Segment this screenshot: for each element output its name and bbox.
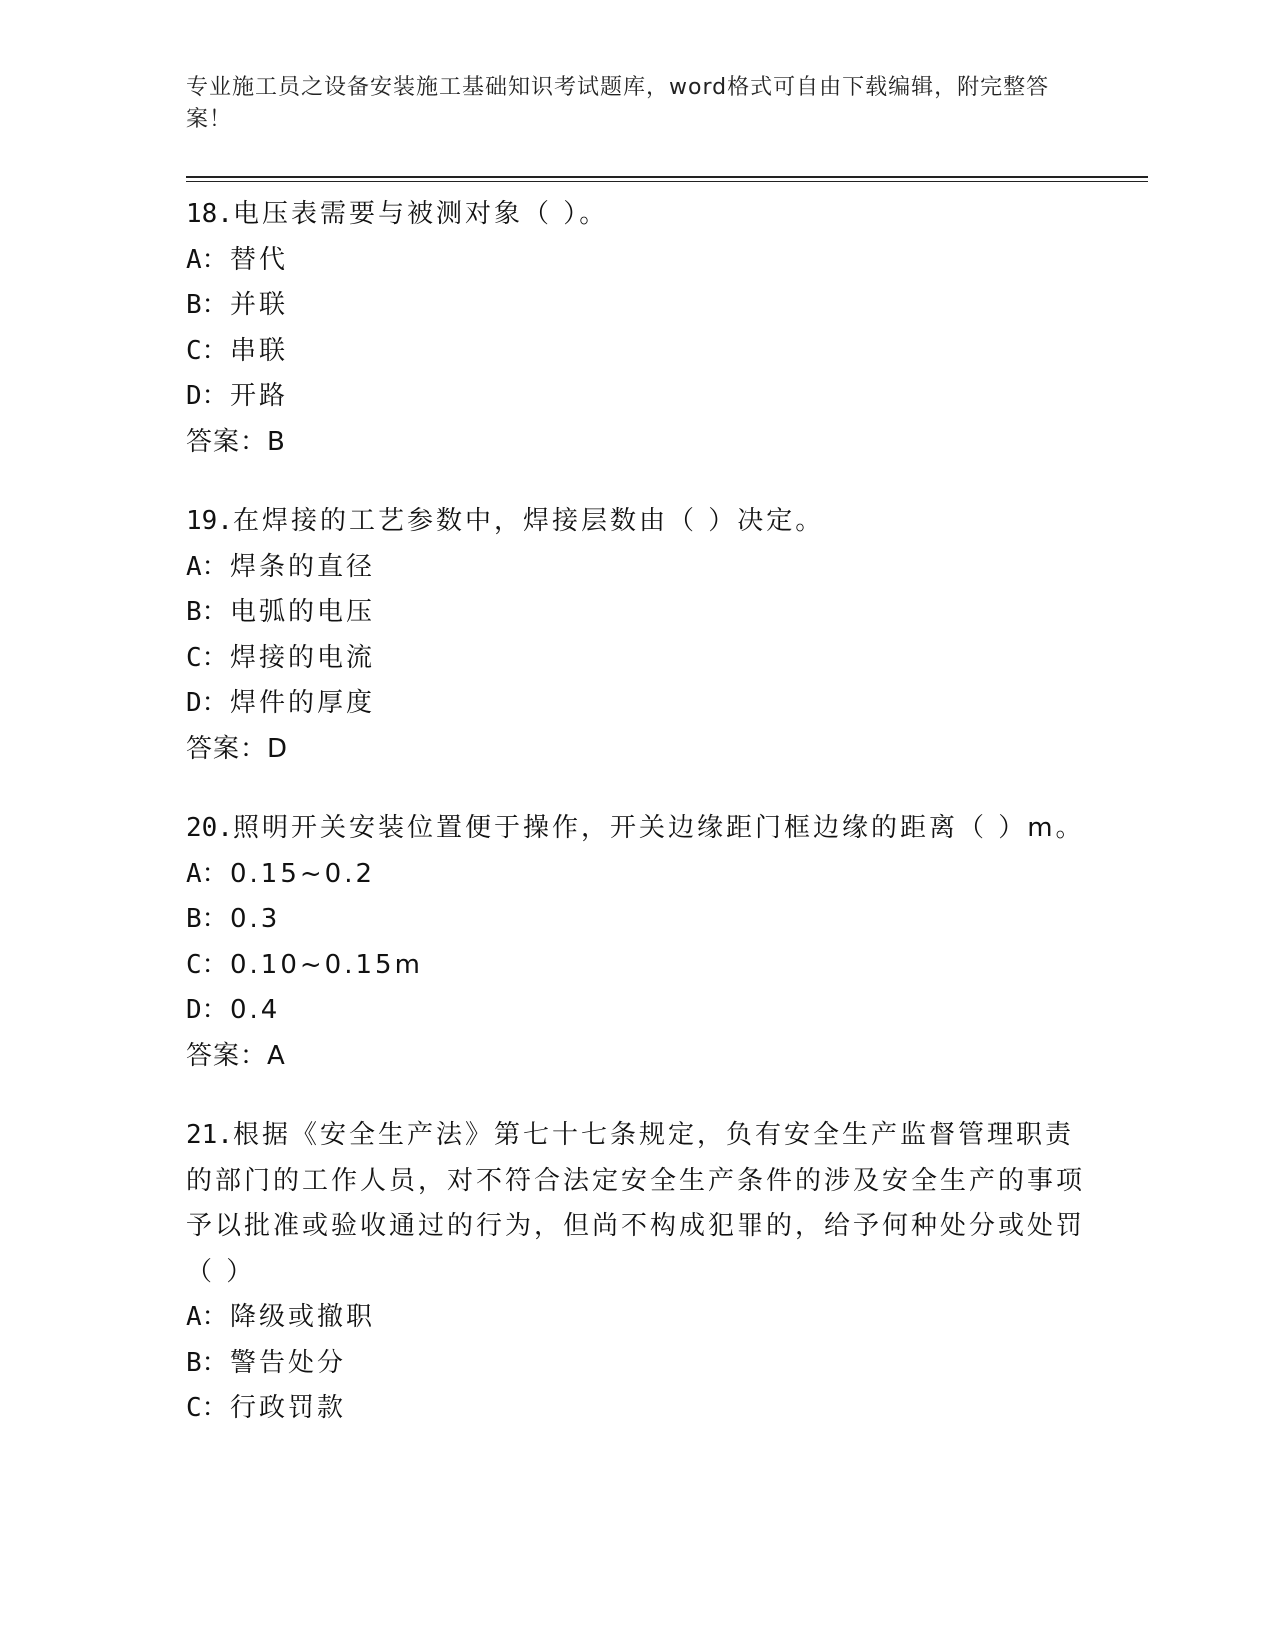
option-letter: B：: [186, 290, 228, 320]
question-stem: 电压表需要与被测对象（ ）。: [232, 199, 609, 229]
option-text: 焊件的厚度: [230, 688, 376, 718]
option-letter: C：: [186, 949, 228, 980]
option-letter: C：: [186, 1393, 228, 1423]
option-text: 开路: [230, 381, 289, 411]
option-letter: C：: [186, 335, 228, 366]
question-stem: 在焊接的工艺参数中，焊接层数由（ ）决定。: [232, 506, 825, 536]
option-letter: D：: [186, 995, 228, 1025]
question-list: [186, 192, 1086, 1466]
option-text: 行政罚款: [230, 1393, 347, 1423]
option-letter: B：: [186, 597, 228, 627]
option-c: [186, 329, 1086, 375]
option-a: [186, 852, 1086, 898]
option-letter: A：: [186, 1302, 228, 1332]
question-text: [186, 499, 1086, 545]
option-letter: A：: [186, 551, 228, 582]
option-c: [186, 636, 1086, 682]
option-b: [186, 283, 1086, 329]
question-number: 18.: [186, 199, 233, 229]
question-text: [186, 192, 1086, 238]
option-a: [186, 238, 1086, 284]
answer-line: 答案：B: [186, 426, 286, 457]
header-divider-thin: [186, 181, 1148, 182]
question-19: [186, 499, 1086, 772]
header-divider: [186, 176, 1148, 178]
option-text: 焊接的电流: [230, 642, 376, 673]
question-stem: 照明开关安装位置便于操作，开关边缘距门框边缘的距离（ ）m。: [232, 813, 1085, 843]
question-20: [186, 806, 1086, 1079]
answer-line: 答案：D: [186, 733, 289, 764]
option-letter: A：: [186, 244, 228, 275]
question-21: [186, 1113, 1086, 1432]
option-c: [186, 1386, 1086, 1432]
option-a: [186, 1295, 1086, 1341]
option-letter: B：: [186, 904, 228, 934]
question-stem: 根据《安全生产法》第七十七条规定，负有安全生产监督管理职责的部门的工作人员，对不符合法定安全生产条件的涉及安全生产的事项予以批准或验收通过的行为，但尚不构成犯罪的，给予何种处分或处罚（ ）: [186, 1120, 1086, 1287]
question-text: [186, 806, 1086, 852]
option-text: 串联: [230, 335, 289, 366]
option-c: [186, 943, 1086, 989]
answer-line: 答案：A: [186, 1040, 286, 1071]
option-text: 0.4: [230, 995, 281, 1025]
option-d: [186, 374, 1086, 420]
question-text: [186, 1113, 1086, 1295]
option-letter: C：: [186, 642, 228, 673]
option-text: 警告处分: [230, 1347, 347, 1378]
option-d: [186, 988, 1086, 1034]
option-letter: A：: [186, 858, 228, 889]
option-a: [186, 545, 1086, 591]
option-text: 0.3: [230, 904, 281, 934]
option-text: 电弧的电压: [230, 597, 376, 627]
question-number: 19.: [186, 506, 233, 536]
question-number: 21.: [186, 1120, 233, 1150]
option-b: [186, 590, 1086, 636]
option-d: [186, 681, 1086, 727]
option-text: 焊条的直径: [230, 551, 376, 582]
option-letter: B：: [186, 1347, 228, 1378]
document-header: 专业施工员之设备安装施工基础知识考试题库，word格式可自由下载编辑，附完整答案！: [186, 75, 1050, 132]
question-18: [186, 192, 1086, 465]
option-text: 替代: [230, 244, 289, 275]
option-text: 0.10~0.15m: [230, 949, 423, 980]
option-text: 0.15~0.2: [230, 858, 376, 889]
option-letter: D：: [186, 688, 228, 718]
option-b: [186, 897, 1086, 943]
question-number: 20.: [186, 813, 233, 843]
option-letter: D：: [186, 381, 228, 411]
option-text: 降级或撤职: [230, 1302, 376, 1332]
option-b: [186, 1341, 1086, 1387]
option-text: 并联: [230, 290, 289, 320]
